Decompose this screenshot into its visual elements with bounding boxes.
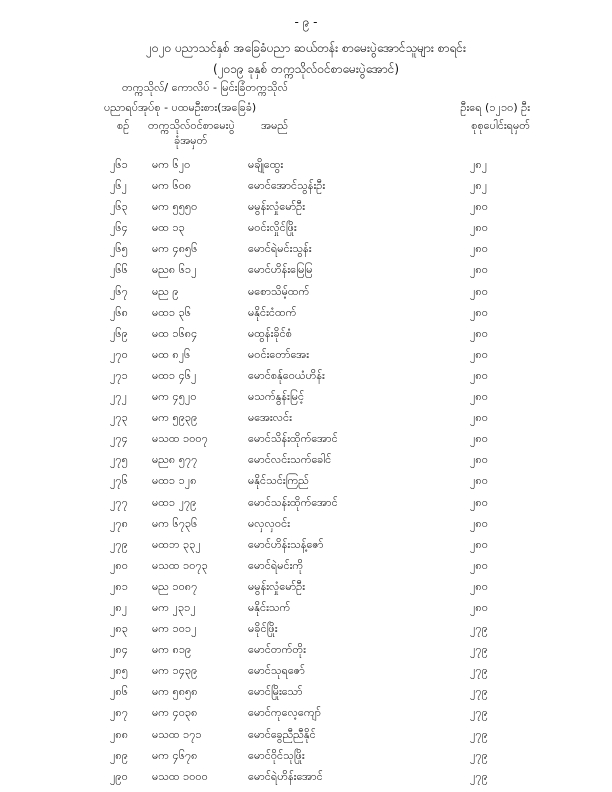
roll-number: မထ ၁၃ [152, 221, 185, 235]
total-marks: ၂၈၀ [470, 474, 488, 488]
student-name: မနိုင်သင်းကြည် [248, 474, 309, 488]
row-number: ၂၆၁ [110, 158, 128, 171]
document-subtitle: (၂၀၁၉ ခုနှစ် တက္ကသိုလ်ဝင်စာမေးပွဲအောင်) [212, 62, 400, 76]
table-row [0, 662, 612, 683]
roll-number: မက ၁၄၃၉ [152, 664, 198, 678]
row-number: ၂၈၉ [110, 748, 128, 762]
total-marks: ၂၇၉ [470, 706, 488, 720]
total-marks: ၂၈၀ [470, 221, 488, 235]
student-name: မောင်သိန်းထိုက်အောင် [248, 432, 338, 446]
total-marks: ၂၇၉ [470, 685, 488, 699]
row-number: ၂၇၇ [110, 495, 128, 509]
student-name: မထွန်းခိုင်စံ [248, 326, 292, 340]
row-number: ၂၇၉ [110, 537, 128, 551]
roll-number: မထ ၁၆၈၄ [152, 326, 198, 340]
column-header-no: စဉ် [117, 119, 130, 132]
student-name: မမွန်းလှုံမော်ဦး [248, 200, 306, 214]
total-marks: ၂၇၉ [470, 622, 488, 636]
student-name: မနိုင်းသက် [248, 600, 291, 614]
table-row [0, 156, 612, 177]
table-row [0, 515, 612, 536]
roll-number: မက ၆၀၈ [152, 179, 192, 193]
student-name: မောင်ဟိန်းသန့်ဇော် [248, 537, 324, 551]
table-row [0, 620, 612, 641]
row-number: ၂၈၀ [110, 558, 128, 572]
total-marks: ၂၈၀ [470, 495, 488, 509]
table-row [0, 367, 612, 388]
roll-number: မည ၉ [152, 284, 179, 298]
row-number: ၂၈၂ [110, 600, 128, 614]
table-row [0, 726, 612, 747]
row-number: ၂၆၈ [110, 305, 128, 319]
student-name: မောင်ရဲမင်းကို [248, 558, 304, 572]
roll-number: မထ၁ ၁၂၈ [152, 474, 197, 488]
roll-number: မက ၄၆၇၈ [152, 748, 198, 762]
roll-number: မက ၄၅၂၀ [152, 390, 197, 404]
student-name: မခိုင်ဖြိုး [248, 622, 278, 636]
total-marks: ၂၈၀ [470, 600, 488, 614]
student-name: မောင်ရဲဟိန်းအောင် [248, 769, 323, 783]
total-marks: ၂၈၀ [470, 263, 488, 277]
roll-number: မထ ၈၂၆ [152, 347, 191, 361]
total-count-label: ဦးရေ (၁၂၁၀) ဦး [460, 101, 530, 114]
total-marks: ၂၈၂ [470, 158, 488, 171]
roll-number: မက ၅၅၅၀ [152, 200, 198, 214]
total-marks: ၂၈၀ [470, 432, 488, 446]
total-marks: ၂၈၀ [470, 347, 488, 361]
student-name: မောင်မြိုးသော် [248, 685, 303, 699]
student-name: မောင်ဟိန်းမြေမြ [248, 263, 313, 277]
table-row [0, 388, 612, 409]
student-name: မောင်စန်ုဝေယံဟိန်း [248, 368, 325, 382]
total-marks: ၂၈၂ [470, 179, 488, 193]
table-row [0, 683, 612, 704]
table-row [0, 747, 612, 768]
student-name: မမွန်းလှုံမော်ဦး [248, 579, 306, 593]
column-header-roll: တက္ကသိုလ်ဝင်စာမေးပွဲ [148, 119, 235, 132]
student-name: မောင်ခွေညီညီနိုင် [248, 727, 316, 741]
student-name: မောင်သုရဇော် [248, 664, 305, 678]
table-row [0, 704, 612, 725]
roll-number: မသထ ၁၀၀၀ [152, 769, 208, 783]
roll-number: မက ၂၃၁၂ [152, 600, 196, 614]
total-marks: ၂၈၀ [470, 390, 488, 404]
row-number: ၂၇၆ [110, 474, 128, 488]
roll-number: မက ၆၂၀ [152, 158, 191, 171]
student-name: မစောသိမ့်ထက် [248, 284, 310, 298]
row-number: ၂၆၇ [110, 284, 128, 298]
row-number: ၂၆၉ [110, 326, 128, 340]
row-number: ၂၆၄ [110, 221, 128, 235]
roll-number: မထ၁ ၂၇၉ [152, 495, 197, 509]
results-list [0, 156, 612, 789]
roll-number: မည ၁၀၈၇ [152, 579, 198, 593]
row-number: ၂၆၅ [110, 242, 128, 256]
row-number: ၂၈၇ [110, 706, 128, 720]
table-row [0, 409, 612, 430]
student-name: မနိုင်းငံထက် [248, 305, 297, 319]
subject-group-label: ပညာရပ်အုပ်စု - ပထမဦးစား(အခြေခံ) [104, 101, 257, 114]
row-number: ၂၇၄ [110, 432, 128, 446]
row-number: ၂၇၁ [110, 368, 128, 382]
table-row [0, 599, 612, 620]
row-number: ၂၇၂ [110, 390, 127, 404]
row-number: ၂၈၃ [110, 622, 128, 636]
row-number: ၂၇၅ [110, 453, 128, 467]
table-row [0, 283, 612, 304]
table-row [0, 240, 612, 261]
student-name: မသက်နွန်းမြင့် [248, 390, 305, 404]
student-name: မောင်ဝိုင်သုဖြိုး [248, 748, 305, 762]
student-name: မောင်တက်တိုး [248, 643, 306, 657]
total-marks: ၂၈၀ [470, 411, 488, 425]
table-row [0, 261, 612, 282]
table-row [0, 557, 612, 578]
total-marks: ၂၈၀ [470, 537, 488, 551]
total-marks: ၂၈၀ [470, 516, 488, 530]
roll-number: မက ၁၀၁၂ [152, 622, 197, 636]
table-row [0, 430, 612, 451]
roll-number: မက ၅၉၃၉ [152, 411, 198, 425]
student-name: မလှလှဝင်း [248, 516, 290, 530]
total-marks: ၂၇၉ [470, 664, 488, 678]
table-row [0, 536, 612, 557]
table-row [0, 768, 612, 789]
university-label: တက္ကသိုလ်/ ကောလိပ် - မြင်းခြံတက္ကသိုလ် [122, 81, 288, 94]
roll-number: မည၈ ၆၁၂ [152, 263, 197, 277]
row-number: ၂၈၁ [110, 579, 128, 593]
student-name: မချိုထွေး [248, 158, 284, 171]
roll-number: မက ၄၈၅၆ [152, 242, 198, 256]
page-number: - ၉ - [294, 15, 318, 29]
total-marks: ၂၈၀ [470, 242, 488, 256]
column-header-roll-number: ခုံအမှတ် [174, 134, 208, 147]
row-number: ၂၈၈ [110, 727, 128, 741]
total-marks: ၂၇၉ [470, 769, 488, 783]
column-header-name: အမည် [261, 119, 289, 132]
table-row [0, 198, 612, 219]
student-name: မောင်သန်းထိုက်အောင် [248, 495, 338, 509]
table-row [0, 494, 612, 515]
row-number: ၂၇၃ [110, 411, 128, 425]
total-marks: ၂၈၀ [470, 326, 488, 340]
roll-number: မသထ ၁၀၇၃ [152, 558, 208, 572]
roll-number: မသထ ၁၇၁ [152, 727, 202, 741]
student-name: မောင်အောင်သွန်းဦး [248, 179, 326, 193]
table-row [0, 177, 612, 198]
table-row [0, 472, 612, 493]
roll-number: မက ၈၁၉ [152, 643, 192, 657]
table-row [0, 219, 612, 240]
roll-number: မထ၁ ၄၆၂ [152, 368, 197, 382]
student-name: မောင်ကုလေ့ကျော် [248, 706, 321, 720]
table-row [0, 578, 612, 599]
row-number: ၂၆၃ [110, 200, 128, 214]
table-row [0, 346, 612, 367]
roll-number: မသထ ၁၀၀၇ [152, 432, 208, 446]
roll-number: မထဘ ၃၃၂ [152, 537, 201, 551]
student-name: မောင်လင်းသက်ခေါင် [248, 453, 332, 467]
row-number: ၂၈၄ [110, 643, 128, 657]
total-marks: ၂၇၉ [470, 727, 488, 741]
roll-number: မထ၁ ၃၆ [152, 305, 191, 319]
table-row [0, 451, 612, 472]
roll-number: မည၈ ၅၇၇ [152, 453, 198, 467]
roll-number: မက ၆၇၃၆ [152, 516, 198, 530]
roll-number: မက ၅၈၅၈ [152, 685, 198, 699]
row-number: ၂၈၅ [110, 664, 128, 678]
row-number: ၂၆၂ [110, 179, 127, 193]
student-name: မအေးလင်း [248, 411, 292, 425]
row-number: ၂၈၆ [110, 685, 128, 699]
table-row [0, 325, 612, 346]
total-marks: ၂၈၀ [470, 200, 488, 214]
roll-number: မက ၄၀၃၈ [152, 706, 198, 720]
student-name: မဝင်းတော်အေး [248, 347, 309, 361]
row-number: ၂၇၀ [110, 347, 128, 361]
student-name: မဝင်းလှိုင်ဖြိုး [248, 221, 297, 235]
row-number: ၂၇၈ [110, 516, 128, 530]
student-name: မောင်ရဲမင်းသွန်း [248, 242, 312, 256]
total-marks: ၂၈၀ [470, 579, 488, 593]
total-marks: ၂၈၀ [470, 284, 488, 298]
table-row [0, 304, 612, 325]
total-marks: ၂၇၉ [470, 643, 488, 657]
document-title: ၂၀၂၀ ပညာသင်နှစ် အခြေခံပညာ ဆယ်တန်း စာမေးပွဲအောင်သူများ စာရင်း [145, 41, 466, 55]
total-marks: ၂၇၉ [470, 748, 488, 762]
total-marks: ၂၈၀ [470, 305, 488, 319]
column-header-marks: စုစုပေါင်းရမှတ် [471, 119, 530, 132]
total-marks: ၂၈၀ [470, 558, 488, 572]
total-marks: ၂၈၀ [470, 453, 488, 467]
row-number: ၂၆၆ [110, 263, 128, 277]
row-number: ၂၉၀ [110, 769, 128, 783]
total-marks: ၂၈၀ [470, 368, 488, 382]
table-row [0, 641, 612, 662]
